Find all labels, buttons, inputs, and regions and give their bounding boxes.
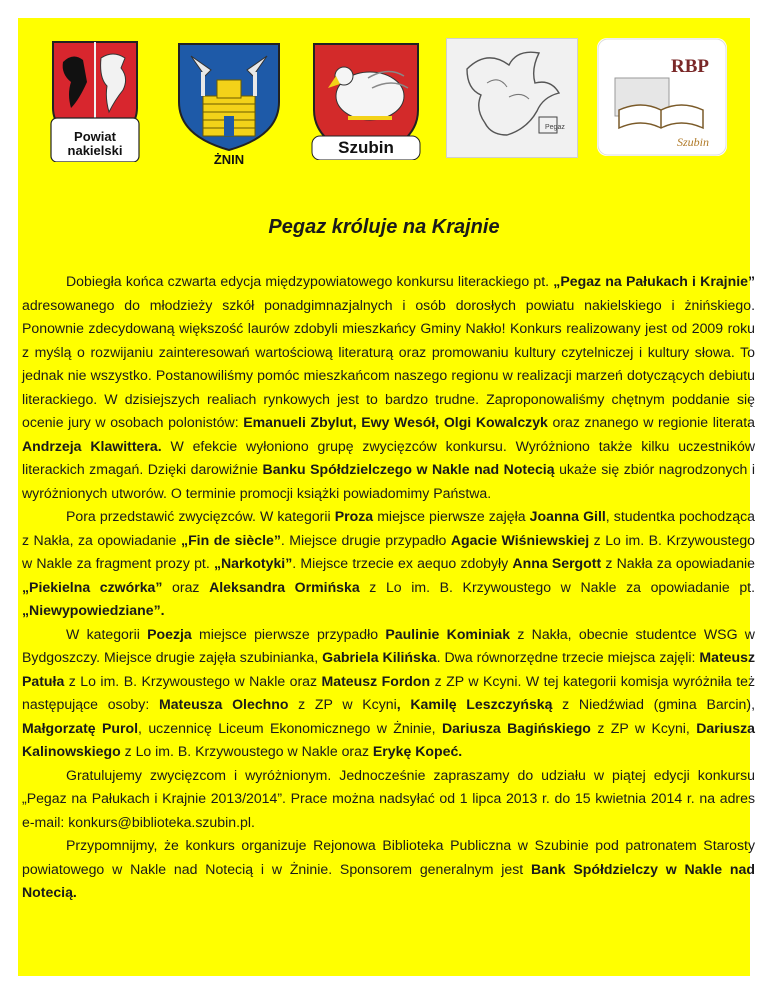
rbp-title: RBP [671,56,709,77]
pegasus-icon [447,39,577,157]
rbp-book-icon [597,38,727,156]
znin-caption: ŻNIN [213,152,245,167]
article-title: Pegaz króluje na Krajnie [268,216,500,238]
rbp-logo [597,38,727,156]
powiat-nakielski-logo [49,38,141,162]
znin-crest-icon [173,40,285,152]
pegasus-caption: Pegaz [545,124,565,131]
powiat-caption-line2: nakielski [67,143,123,158]
szubin-logo [308,40,424,160]
yellow-sheet [18,18,756,976]
paragraph-intro: Dobiegła końca czwarta edycja międzypowiatowego konkursu literackiego pt. „Pegaz na Pałukach i Krajnie” adresowanego do młodzieży szkół ponadgimnazjalnych i osób dorosłych powiatu nakielskiego i żnińskiego. Ponownie zdecydowaną większość laurów zdobyli mieszkańcy Gminy Nakło! Konkurs realizowany jest od 2009 roku z myślą o rozwijaniu zainteresowań wartościową literaturą oraz promowaniu kultury czytelniczej i kultury słowa. To jednak nie wszystko. Postanowiliśmy pomóc mieszkańcom naszego regionu w realizacji marzeń dotyczących debiutu literackiego. W dzisiejszych realiach rynkowych jest to bardzo trudne. Zaproponowaliśmy chętnym poddanie się ocenie jury w osobach polonistów: Emanueli Zbylut, Ewy Wesół, Olgi Kowalczyk oraz znanego w regionie literata Andrzeja Klawittera. W efekcie wyłoniono grupę zwycięzców konkursu. Wyróżniono także kilku uczestników literackich zmagań. Dzięki darowiźnie Banku Spółdzielczego w Nakle nad Notecią ukaże się zbiór nagrodzonych i wyróżnionych utworów. O terminie promocji książki powiadomimy Państwa. [22,273,756,501]
paragraph-poetry-winners: W kategorii Poezja miejsce pierwsze przypadło Paulinie Kominiak z Nakła, obecnie studentce WSG w Bydgoszczy. Miejsce drugie zajęła szubinianka, Gabriela Kilińska. Dwa równorzędne trzecie miejsca zajęli: Mateusz Patuła z Lo im. B. Krzywoustego w Nakle oraz Mateusz Fordon z ZP w Kcyni. W tej kategorii komisja wyróżniła też następujące osoby: Mateusza Olechno z ZP w Kcyni, Kamilę Leszczyńską z Niedźwiad (gmina Barcin), Małgorzatę Purol, uczennicę Liceum Ekonomicznego w Żninie, Dariusza Bagińskiego z ZP w Kcyni, Dariusza Kalinowskiego z Lo im. B. Krzywoustego w Nakle oraz Erykę Kopeć. [22,625,755,759]
paragraph-prose-winners: Pora przedstawić zwycięzców. W kategorii Proza miejsce pierwsze zajęła Joanna Gill, studentka pochodząca z Nakła, za opowiadanie „Fin de siècle”. Miejsce drugie przypadło Agacie Wiśniewskiej z Lo im. B. Krzywoustego w Nakle za fragment prozy pt. „Narkotyki”. Miejsce trzecie ex aequo zdobyły Anna Sergott z Nakła za opowiadanie „Piekielna czwórka” oraz Aleksandra Ormińska z Lo im. B. Krzywoustego w Nakle za opowiadanie pt. „Niewypowiedziane”. [22,508,756,618]
paragraph-organizer: Przypomnijmy, że konkurs organizuje Rejonowa Biblioteka Publiczna w Szubinie pod patronatem Starosty powiatowego w Nakle nad Notecią i w Żninie. Sponsorem generalnym jest Bank Spółdzielczy w Nakle nad Notecią. [22,837,755,900]
szubin-caption: Szubin [338,138,394,157]
logo-row [18,18,750,178]
znin-logo [173,40,285,152]
pegasus-drawing [446,38,578,158]
rbp-subtitle: Szubin [677,135,710,149]
powiat-caption-line1: Powiat [74,129,116,144]
paragraph-invitation: Gratulujemy zwycięzcom i wyróżnionym. Jednocześnie zapraszamy do udziału w piątej edycji konkursu „Pegaz na Pałukach i Krajnie 2013/2014”. Prace można nadsyłać od 1 lipca 2013 r. do 15 kwietnia 2014 r. na adres e-mail: konkurs@biblioteka.szubin.pl. [22,766,755,830]
article-body [22,270,755,905]
